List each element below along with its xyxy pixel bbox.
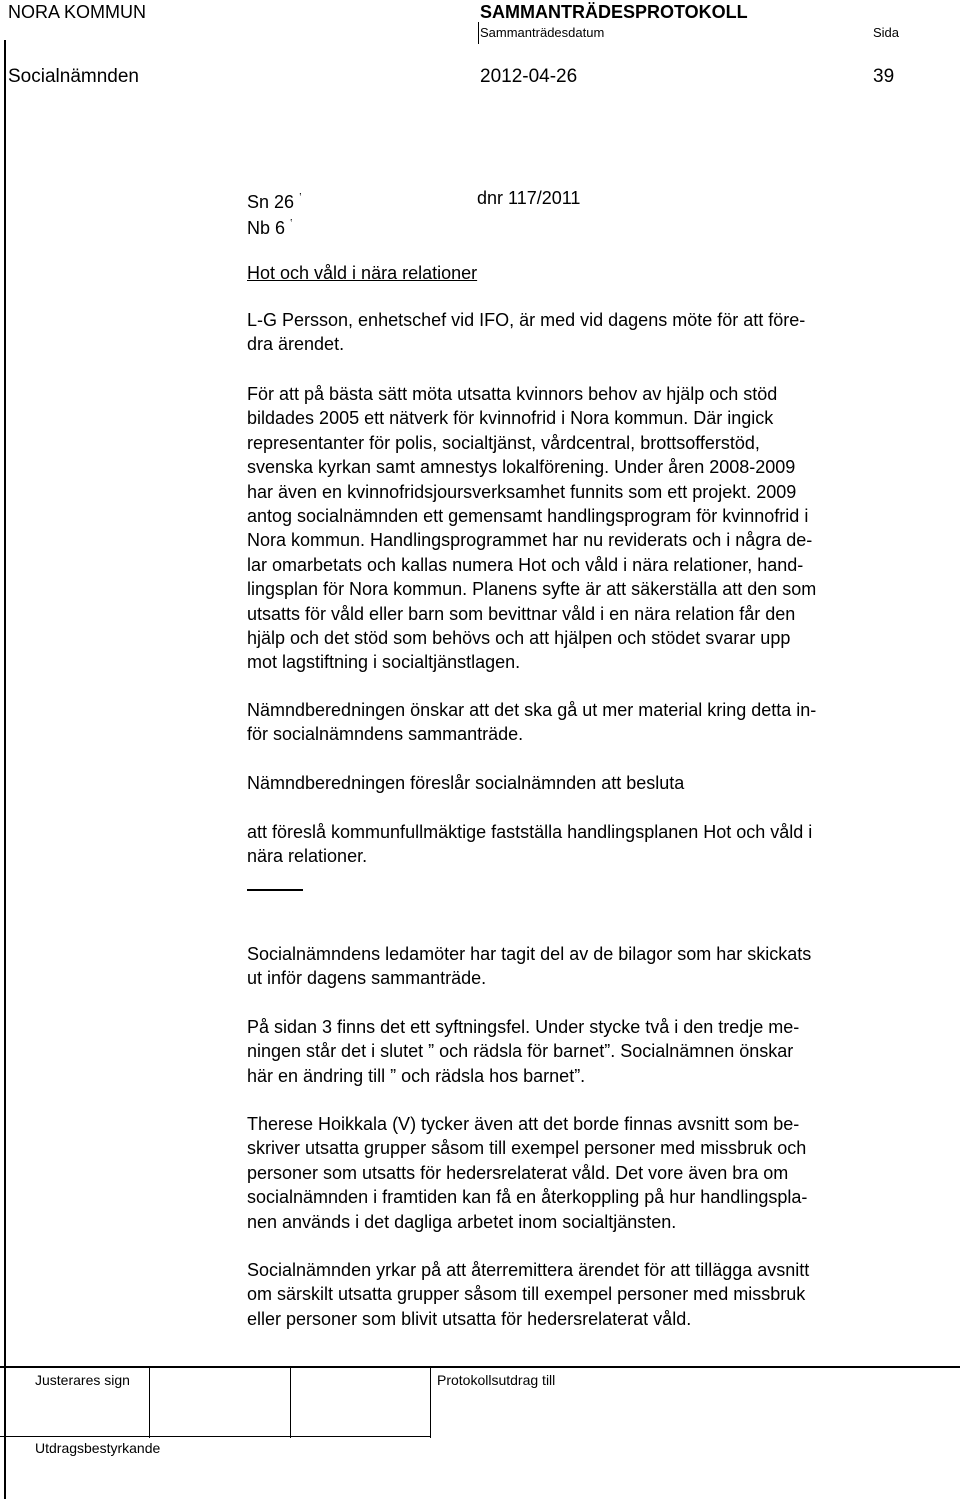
text-line: eller personer som blivit utsatta för hedersrelaterat våld.: [247, 1308, 692, 1329]
text-line: Therese Hoikkala (V) tycker även att det borde finnas avsnitt som be-: [247, 1114, 800, 1134]
case-nb: Nb 6 $^ʽ$: [247, 218, 293, 238]
text-line: lar omarbetats och kallas numera Hot och våld i nära relationer, hand-: [247, 554, 804, 575]
text-line: mot lagstiftning i socialtjänstlagen.: [247, 652, 521, 673]
organization-name: NORA KOMMUN: [8, 2, 147, 22]
meeting-date: 2012-04-26: [480, 66, 578, 87]
paragraph-attachments: [247, 942, 927, 991]
text-line: skriver utsatta grupper såsom till exempel personer med missbruk och: [247, 1138, 807, 1159]
paragraph-proposal: [247, 820, 927, 869]
text-line: dra ärendet.: [247, 334, 345, 355]
section-separator: [247, 889, 303, 891]
paragraph-committee-wish: [247, 698, 927, 747]
text-line: antog socialnämnden ett gemensamt handlingsprogram för kvinnofrid i: [247, 506, 809, 527]
signature-label: Justerares sign: [35, 1372, 130, 1388]
left-margin-rule: [4, 40, 6, 1499]
text-line: Nämndberedningen föreslår socialnämnden att besluta: [247, 773, 685, 793]
text-line: personer som utsatts för hedersrelaterat våld. Det vore även bra om: [247, 1162, 789, 1183]
paragraph-decision: [247, 1258, 927, 1331]
footer-top-rule: [0, 1366, 960, 1368]
text-line: På sidan 3 finns det ett syftningsfel. Under stycke två i den tredje me-: [247, 1017, 800, 1037]
text-line: Nora kommun. Handlingsprogrammet har nu reviderats och i några de-: [247, 530, 813, 551]
text-line: Socialnämndens ledamöter har tagit del av de bilagor som har skickats: [247, 944, 812, 964]
text-line: här en ändring till ” och rädsla hos barnet”.: [247, 1065, 586, 1086]
committee-name: Socialnämnden: [8, 66, 139, 87]
text-line: ut inför dagens sammanträde.: [247, 968, 487, 989]
text-line: svenska kyrkan samt amnestys lokalförening. Under åren 2008-2009: [247, 457, 796, 478]
paragraph-proposal-intro: [247, 771, 927, 795]
case-sn: Sn 26 $^ʽ$: [247, 192, 302, 212]
text-line: representanter för polis, socialtjänst, vårdcentral, brottsofferstöd,: [247, 432, 760, 453]
text-line: utsatts för våld eller barn som bevittnar våld i en nära relation får den: [247, 603, 796, 624]
case-nb-mark: ʽ: [290, 218, 293, 230]
paragraph-correction: [247, 1015, 927, 1088]
text-line: lingsplan för Nora kommun. Planens syfte är att säkerställa att den som: [247, 579, 817, 600]
case-sn-mark: ʽ: [299, 192, 302, 204]
text-line: ningen står det i slutet ” och rädsla för barnet”. Socialnämnen önskar: [247, 1041, 794, 1062]
text-line: om särskilt utsatta grupper såsom till exempel personer med missbruk: [247, 1284, 806, 1305]
paragraph-presenter: [247, 308, 927, 357]
page-number: 39: [873, 66, 895, 87]
text-line: att föreslå kommunfullmäktige fastställa handlingsplanen Hot och våld i: [247, 822, 813, 842]
text-line: För att på bästa sätt möta utsatta kvinnors behov av hjälp och stöd: [247, 384, 778, 404]
footer-mid-rule: [0, 1436, 430, 1437]
text-line: L-G Persson, enhetschef vid IFO, är med vid dagens möte för att före-: [247, 310, 806, 330]
extract-recipients-label: Protokollsutdrag till: [437, 1372, 556, 1388]
text-line: nära relationer.: [247, 846, 368, 867]
footer-cell-divider: [149, 1366, 150, 1438]
meeting-date-label: Sammanträdesdatum: [480, 25, 605, 40]
text-line: Nämndberedningen önskar att det ska gå ut mer material kring detta in-: [247, 700, 817, 720]
certification-label: Utdragsbestyrkande: [35, 1440, 161, 1456]
paragraph-member-view: [247, 1112, 927, 1234]
footer-cell-divider: [290, 1366, 291, 1438]
header-divider: [478, 22, 479, 44]
text-line: för socialnämndens sammanträde.: [247, 724, 524, 745]
case-title: Hot och våld i nära relationer: [247, 263, 478, 283]
case-dnr: dnr 117/2011: [477, 188, 581, 208]
footer-cell-divider: [430, 1366, 431, 1438]
text-line: har även en kvinnofridsjoursverksamhet funnits som ett projekt. 2009: [247, 481, 797, 502]
page-label: Sida: [873, 25, 900, 40]
text-line: nen används i det dagliga arbetet inom socialtjänsten.: [247, 1211, 677, 1232]
text-line: socialnämnden i framtiden kan få en återkoppling på hur handlingspla-: [247, 1187, 808, 1208]
text-line: bildades 2005 ett nätverk för kvinnofrid i Nora kommun. Där ingick: [247, 408, 774, 429]
paragraph-background: [247, 382, 927, 675]
document-title: SAMMANTRÄDESPROTOKOLL: [480, 2, 748, 22]
text-line: hjälp och det stöd som behövs och att hjälpen och stödet svarar upp: [247, 628, 791, 649]
text-line: Socialnämnden yrkar på att återremittera ärendet för att tillägga avsnitt: [247, 1260, 810, 1280]
